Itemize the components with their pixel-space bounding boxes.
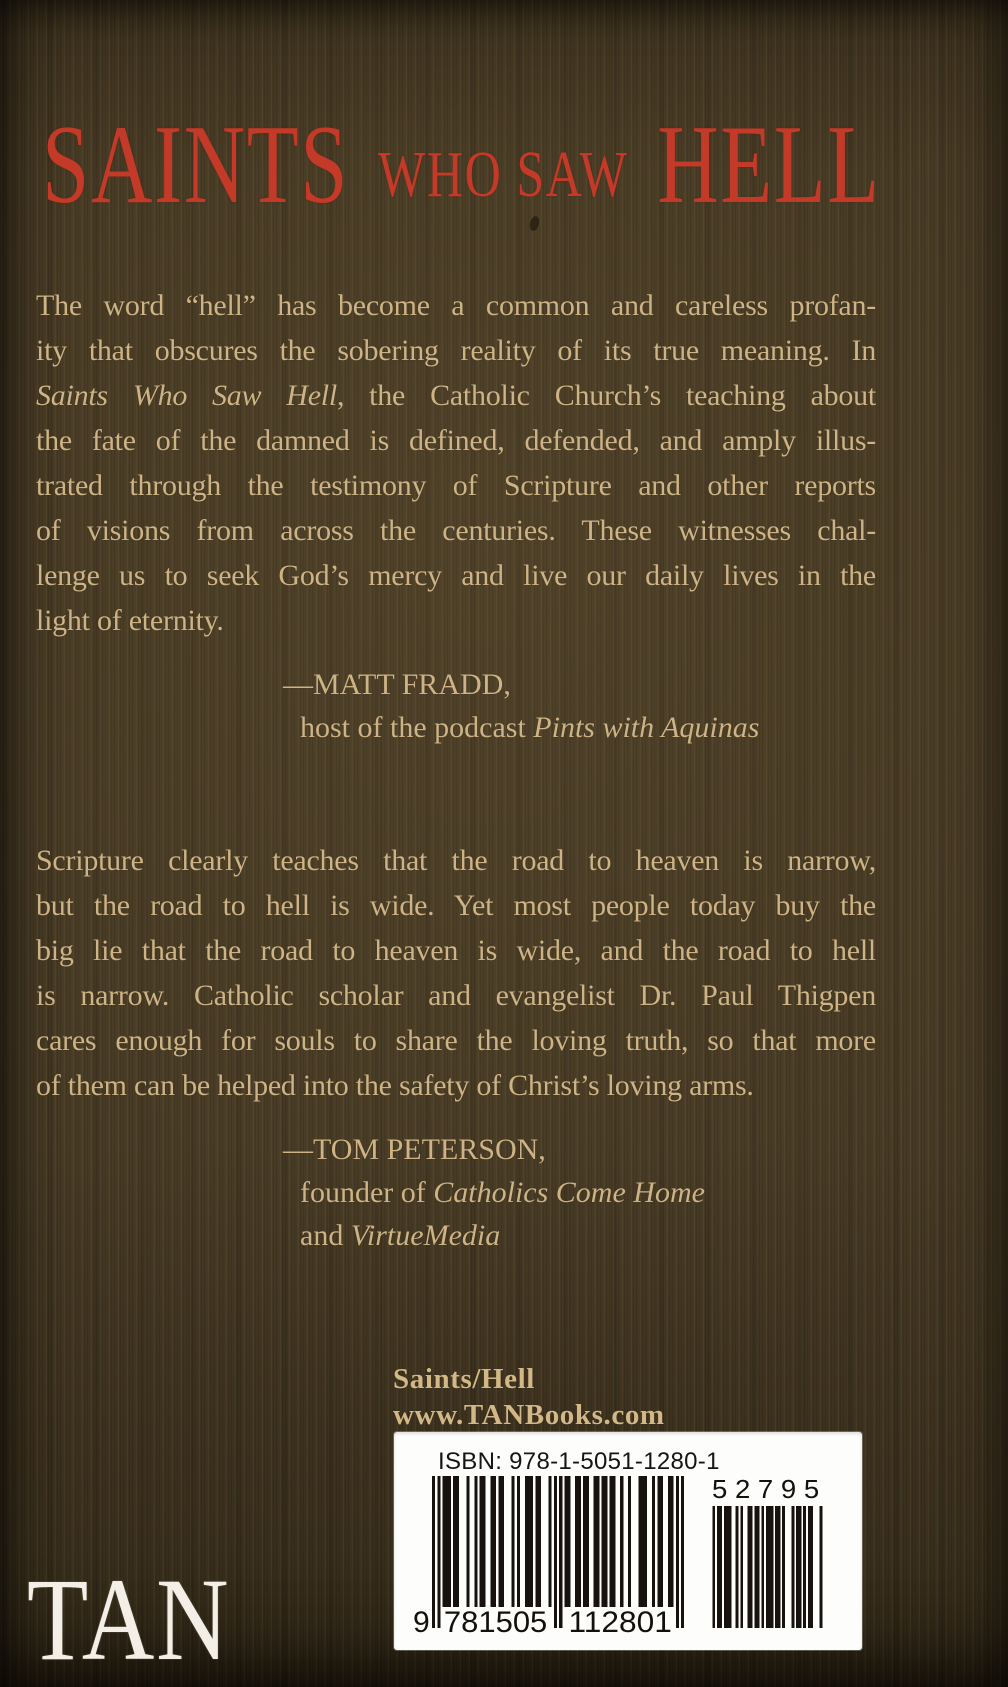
title-word-who-saw: WHO SAW [377,138,629,211]
text-line: the fate of the damned is defined, defended, and amply illus- [36,424,876,457]
text-line: and VirtueMedia [300,1219,501,1252]
svg-text:5 2 7 9 5: 5 2 7 9 5 [712,1476,820,1504]
text-line: Scripture clearly teaches that the road to heaven is narrow, [36,844,876,877]
publisher-logo: TAN [27,1554,231,1685]
svg-text:9: 9 [413,1606,430,1638]
barcode-panel [394,1432,862,1650]
attribution-name: —MATT FRADD, [283,668,511,701]
review-quote-1 [36,283,876,643]
title-word-hell: HELL [657,103,881,227]
ean13-barcode [410,1476,710,1638]
title-word-saints: SAINTS [42,103,350,227]
svg-text:112801: 112801 [568,1606,672,1638]
isbn-label: ISBN: 978-1-5051-1280-1 [438,1448,720,1475]
svg-text:781505: 781505 [443,1606,548,1638]
review-quote-2-attribution [283,1128,705,1257]
attribution-role [300,706,759,749]
text-line: Saints Who Saw Hell, the Catholic Church’s teaching about [36,379,877,412]
text-line: of them can be helped into the safety of Christ’s loving arms. [36,1069,754,1102]
text-line: cares enough for souls to share the loving truth, so that more [36,1024,876,1057]
text-line: is narrow. Catholic scholar and evangelist Dr. Paul Thigpen [36,979,876,1012]
text-line: light of eternity. [36,604,224,637]
book-title [42,101,881,230]
attribution-role [300,1171,705,1257]
category-label: Saints/Hell [393,1363,535,1395]
review-quote-2 [36,838,876,1108]
text-line: trated through the testimony of Scripture and other reports [36,469,876,502]
text-line: The word “hell” has become a common and careless profan- [36,289,876,322]
text-line: founder of Catholics Come Home [300,1176,705,1209]
text-line: ity that obscures the sobering reality of its true meaning. In [36,334,876,367]
website-url: www.TANBooks.com [393,1399,665,1431]
text-line: of visions from across the centuries. These witnesses chal- [36,514,876,547]
review-quote-1-attribution [283,663,759,749]
attribution-name: —TOM PETERSON, [283,1133,546,1166]
text-line: host of the podcast Pints with Aquinas [300,711,760,744]
category-and-website [393,1361,665,1433]
ean5-supplement-barcode [708,1476,838,1638]
text-line: big lie that the road to heaven is wide, and the road to hell [36,934,876,967]
text-line: but the road to hell is wide. Yet most people today buy the [36,889,876,922]
text-line: lenge us to seek God’s mercy and live our daily lives in the [36,559,876,592]
